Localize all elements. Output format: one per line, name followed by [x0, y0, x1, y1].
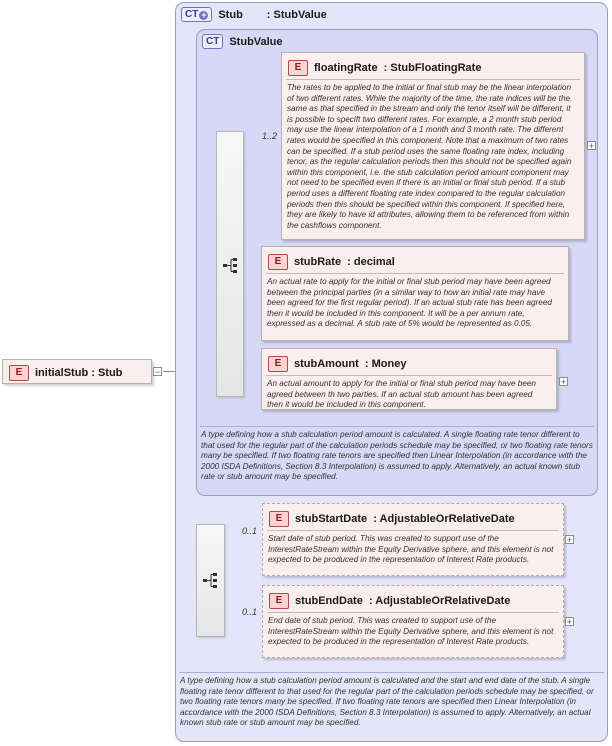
cardinality-label: 0..1 [242, 526, 258, 536]
divider [266, 273, 564, 274]
element-documentation: An actual amount to apply for the initial or final stub period may have been agreed between th two parties. If an actual stub amount has been agreed then it would be included in this component. [267, 379, 536, 410]
stub-separator [179, 672, 604, 673]
expand-icon[interactable]: + [566, 617, 573, 627]
element-documentation: Start date of stub period. This was created to support use of the InterestRateStream within the Equity Derivative sphere, and this element is not expected to be produced in the representation of Interest Rate products. [268, 534, 554, 565]
stubvalue-documentation: A type defining how a stub calculation period amount is calculated. A single floating rate tenor different to that used for the regular part of the calculation periods schedule may be specified, or two floating rate tenors many be specified. If two floating rate tenors are specified then Linear Interpolation (in accordance with the 2000 ISDA Definitions, Section 8.3 Interpolation) is assumed to apply. Alternatively, an actual known stub rate or stub amount may be specified. [201, 430, 593, 482]
element-title: floatingRate : StubFloatingRate [314, 61, 482, 74]
type-name: Stub [218, 8, 243, 21]
element-title: stubRate : decimal [294, 255, 395, 268]
sequence-compositor[interactable] [216, 131, 244, 397]
element-title: initialStub : Stub [35, 366, 123, 379]
divider [266, 375, 552, 376]
complex-type-badge: CT + [181, 7, 212, 22]
complex-type-badge: CT [202, 34, 223, 49]
element-documentation: The rates to be applied to the initial or final stub may be the linear interpolation of two different rates. While the majority of the time, the rate indices will be the same as that specified in the stream and only the tenor itself will be different, it is possible to specift two different rates. For example, a 2 month stub period may use the linear interpolation of a 1 month and 3 month rate. The different rates would be specified in this component. Note that a maximum of two rates can be specified. If a stub period uses the same floating rate index, including tenor, as the regular calculation periods then this should not be specified again within this component, i.e. the stub calculation period amount component may not need to be specified even if there is an initial or final stub period. If a stub period uses a different floating rate index compared to the regular calculation periods then this should be specified within this component. If specified here, they are likely to have id attributes, allowing them to be referenced from within the cashflows component. [287, 83, 572, 230]
collapse-icon[interactable]: − [154, 367, 161, 377]
type-base: : StubValue [266, 8, 327, 21]
stubvalue-separator [200, 426, 594, 427]
plus-icon: + [201, 10, 207, 20]
element-documentation: An actual rate to apply for the initial or final stub period may have been agreed between the principal parties (in a similar way to how an initial rate may have been agreed for the first regular period). If an actual stub rate has been agreed then it would be included in this component. It will be a per annum rate, expressed as a decimal. A stub rate of 5% would be represented as 0.05. [267, 277, 552, 329]
stubvalue-type-header [202, 34, 283, 49]
sequence-icon [222, 256, 240, 274]
sequence-compositor[interactable] [196, 524, 225, 637]
initialstub-element[interactable] [2, 359, 152, 384]
expand-icon[interactable]: + [588, 141, 595, 151]
stub-documentation: A type defining how a stub calculation period amount is calculated and the start and end date of the stub. A single floating rate tenor different to that used for the regular part of the calculation periods schedule may be specified, or two floating rate tenors many be specified. If two floating rate tenors are specified then Linear Interpolation (in accordance with the 2000 ISDA Definitions, Section 8.3 Interpolation) is assumed to apply. Alternatively, an actual known stub rate or stub amount may be specified. [180, 676, 594, 728]
cardinality-label: 0..1 [242, 607, 258, 617]
expand-icon[interactable]: + [566, 535, 573, 545]
stub-type-header [181, 7, 327, 22]
element-documentation: End date of stub period. This was created to support use of the InterestRateStream within the Equity Derivative sphere, and this element is not expected to be produced in the representation of Interest Rate products. [268, 616, 554, 647]
element-badge: E [268, 254, 288, 270]
floatingrate-element[interactable] [281, 52, 585, 240]
stubenddate-element[interactable] [262, 585, 564, 658]
element-badge: E [269, 593, 289, 609]
element-badge: E [9, 365, 29, 381]
element-title: stubStartDate : AdjustableOrRelativeDate [295, 512, 515, 525]
stubrate-element[interactable] [261, 246, 569, 341]
stubstartdate-element[interactable] [262, 503, 564, 576]
divider [286, 79, 580, 80]
element-badge: E [268, 356, 288, 372]
divider [267, 530, 559, 531]
element-title: stubEndDate : AdjustableOrRelativeDate [295, 594, 511, 607]
stubamount-element[interactable] [261, 348, 557, 410]
expand-icon[interactable]: + [560, 377, 567, 387]
divider [267, 612, 559, 613]
sequence-icon [202, 571, 220, 589]
type-name: StubValue [229, 35, 283, 48]
cardinality-label: 1..2 [262, 131, 278, 141]
element-badge: E [269, 511, 289, 527]
element-title: stubAmount : Money [294, 357, 407, 370]
element-badge: E [288, 60, 308, 76]
